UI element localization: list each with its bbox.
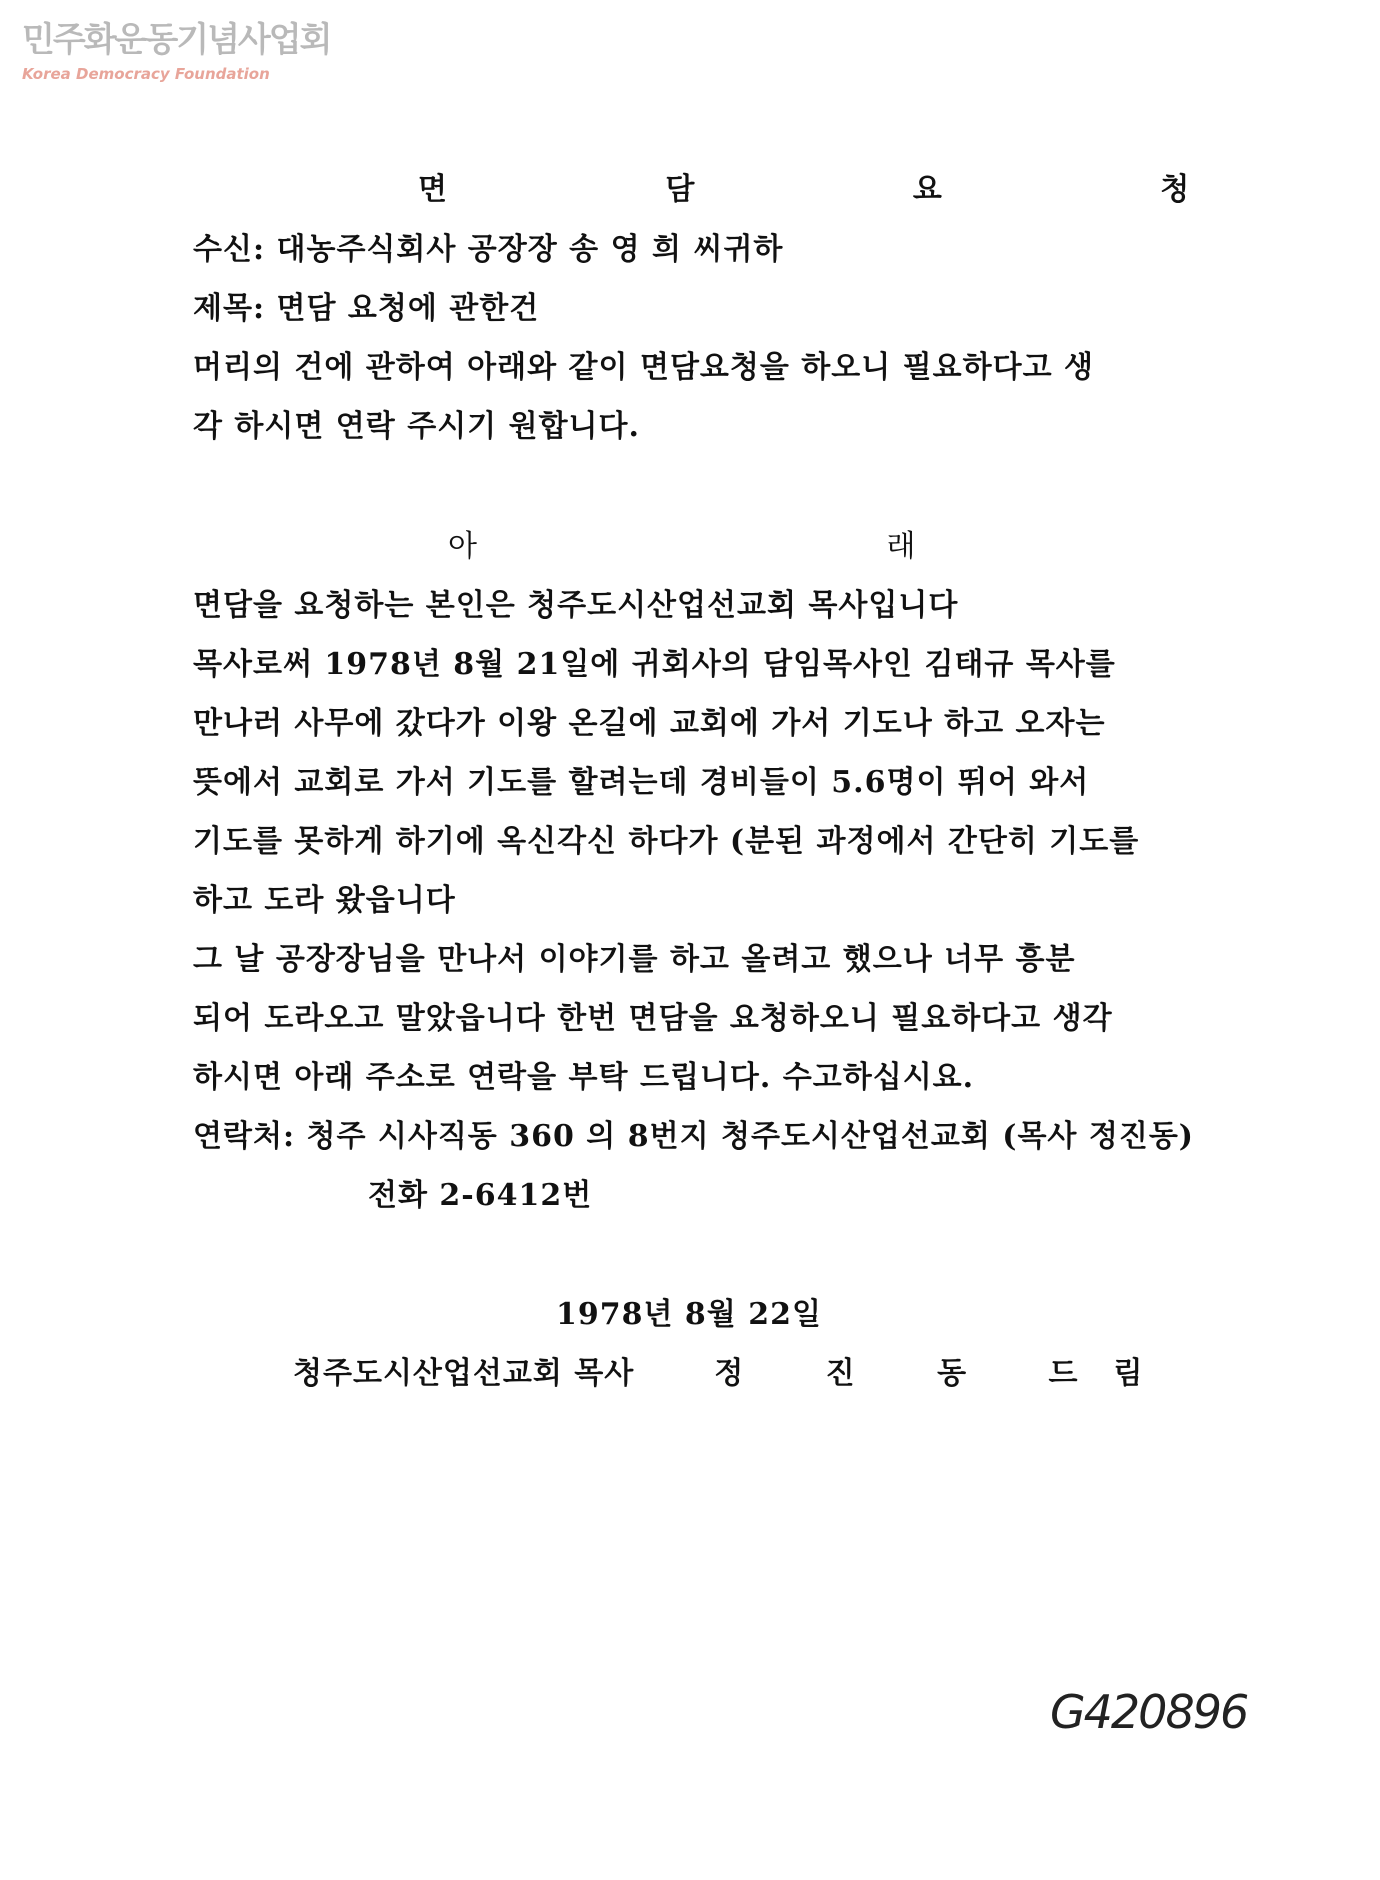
foundation-watermark-logo [22,20,330,84]
document-title: 면 담 요 청 [418,172,1294,207]
body-line: 뜻에서 교회로 가서 기도를 할려는데 경비들이 5.6명이 뛰어 와서 [193,765,1090,800]
recipient-line: 수신: 대농주식회사 공장장 송 영 희 씨귀하 [193,232,784,267]
signer-organization: 청주도시산업선교회 목사 [293,1356,635,1391]
body-line: 기도를 못하게 하기에 옥신각신 하다가 (분된 과정에서 간단히 기도를 [193,824,1140,859]
signer-name: 정 진 동 드림 [714,1356,1179,1391]
handwritten-document-id: G420896 [1050,1685,1248,1739]
watermark-english: Korea Democracy Foundation [22,65,270,83]
below-heading: 아 래 [448,529,1116,564]
document-date: 1978년 8월 22일 [556,1297,822,1332]
subject-line: 제목: 면담 요청에 관한건 [193,291,540,326]
body-line: 만나러 사무에 갔다가 이왕 온길에 교회에 가서 기도나 하고 오자는 [193,706,1106,741]
body-line: 하고 도라 왔읍니다 [193,883,456,918]
signature-line [293,1354,1178,1394]
body-line: 목사로써 1978년 8월 21일에 귀회사의 담임목사인 김태규 목사를 [193,647,1116,682]
contact-line: 연락처: 청주 시사직동 360 의 8번지 청주도시산업선교회 (목사 정진동) [193,1119,1194,1154]
intro-line: 각 하시면 연락 주시기 원합니다. [193,409,640,444]
phone-line: 전화 2-6412번 [368,1178,593,1213]
body-line: 하시면 아래 주소로 연락을 부탁 드립니다. 수고하십시요. [193,1060,975,1095]
body-line: 되어 도라오고 말았읍니다 한번 면담을 요청하오니 필요하다고 생각 [193,1001,1113,1036]
body-line: 면담을 요청하는 본인은 청주도시산업선교회 목사입니다 [193,588,959,623]
body-line: 그 날 공장장님을 만나서 이야기를 하고 올려고 했으나 너무 흥분 [193,942,1076,977]
watermark-korean: 민주화운동기념사업회 [22,20,331,60]
intro-line: 머리의 건에 관하여 아래와 같이 면담요청을 하오니 필요하다고 생 [193,350,1095,385]
